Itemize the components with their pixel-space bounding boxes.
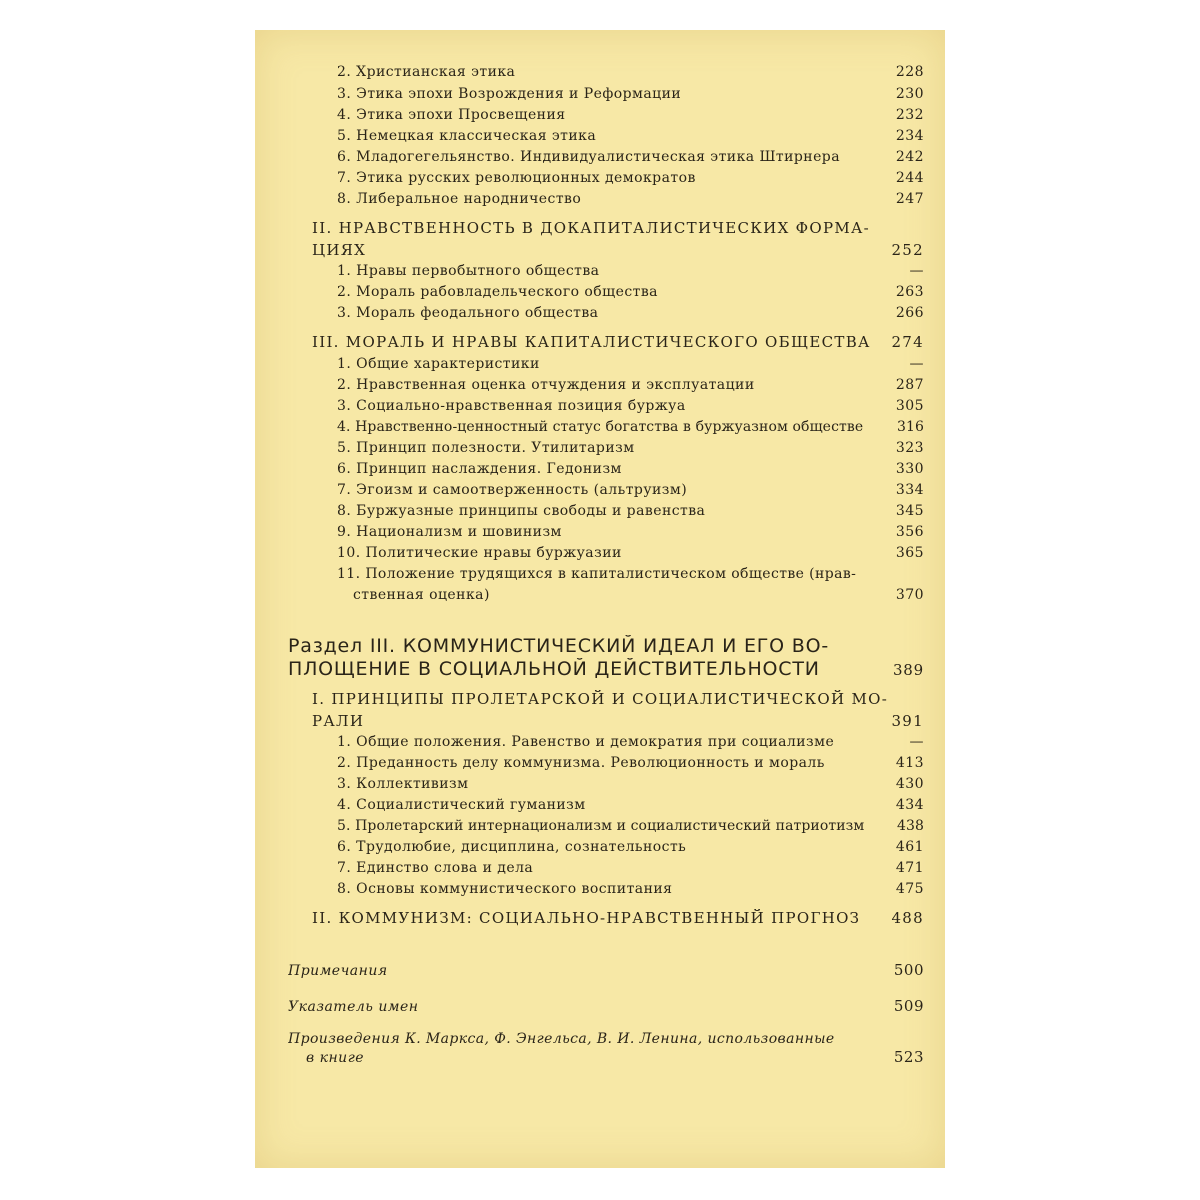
section-heading	[288, 635, 924, 657]
toc-entry	[337, 797, 924, 813]
toc-entry-title: 8. Основы коммунистического воспитания	[337, 881, 673, 897]
toc-entry	[337, 566, 924, 582]
toc-entry-title: 3. Коллективизм	[337, 776, 469, 792]
names-index-entry	[288, 997, 924, 1015]
chapter-title-line2: РАЛИ	[312, 712, 365, 730]
notes-page: 500	[893, 961, 924, 979]
toc-entry-page: 232	[895, 107, 924, 123]
toc-entry	[337, 776, 924, 792]
chapter-page: 252	[891, 241, 924, 259]
toc-entry-title-line2: ственная оценка)	[353, 587, 490, 603]
toc-entry	[337, 107, 924, 123]
toc-entry-page: 471	[895, 860, 924, 876]
toc-entry-title: 6. Принцип наслаждения. Гедонизм	[337, 461, 622, 477]
toc-entry-title: 6. Младогегельянство. Индивидуалистическая этика Штирнера	[337, 149, 841, 165]
toc-entry-title: 8. Либеральное народничество	[337, 191, 582, 207]
toc-entry-title: 7. Эгоизм и самоотверженность (альтруизм)	[337, 482, 688, 498]
chapter-title: II. КОММУНИЗМ: СОЦИАЛЬНО-НРАВСТВЕННЫЙ ПРОГНОЗ	[312, 909, 861, 927]
works-entry-cont	[306, 1048, 924, 1066]
toc-entry	[337, 191, 924, 207]
toc-entry-title: 2. Нравственная оценка отчуждения и эксплуатации	[337, 377, 755, 393]
toc-entry	[337, 734, 924, 750]
chapter-heading-cont	[312, 712, 924, 730]
works-page: 523	[893, 1048, 924, 1066]
toc-entry-title: 10. Политические нравы буржуазии	[337, 545, 622, 561]
names-index-page: 509	[893, 997, 924, 1015]
chapter-page: 274	[891, 333, 924, 351]
toc-entry	[337, 419, 924, 435]
names-index-title: Указатель имен	[288, 999, 419, 1015]
toc-entry-page: 305	[895, 398, 924, 414]
toc-entry-title: 4. Социалистический гуманизм	[337, 797, 586, 813]
toc-entry-cont	[353, 587, 924, 603]
toc-entry-title: 1. Нравы первобытного общества	[337, 263, 600, 279]
toc-entry-page: 370	[895, 587, 924, 603]
toc-entry-page: 434	[895, 797, 924, 813]
chapter-page: 391	[891, 712, 924, 730]
toc-entry-page: 234	[895, 128, 924, 144]
toc-entry-title: 6. Трудолюбие, дисциплина, сознательность	[337, 839, 687, 855]
notes-entry	[288, 961, 924, 979]
toc-entry-page: 475	[895, 881, 924, 897]
toc-entry	[337, 398, 924, 414]
chapter-title-line1: II. НРАВСТВЕННОСТЬ В ДОКАПИТАЛИСТИЧЕСКИХ ФОРМА-	[312, 219, 871, 237]
book-page	[255, 30, 945, 1168]
toc-entry	[337, 881, 924, 897]
chapter-heading	[312, 690, 924, 708]
toc-entry-page: 334	[895, 482, 924, 498]
toc-entry	[337, 263, 924, 279]
toc-entry-title: 3. Мораль феодального общества	[337, 305, 599, 321]
toc-entry-page: 263	[895, 284, 924, 300]
toc-entry-page: 413	[895, 755, 924, 771]
toc-entry	[337, 839, 924, 855]
toc-entry	[337, 482, 924, 498]
toc-entry	[337, 128, 924, 144]
toc-entry-title: 8. Буржуазные принципы свободы и равенства	[337, 503, 706, 519]
toc-entry	[337, 818, 924, 834]
toc-entry	[337, 86, 924, 102]
toc-entry	[337, 356, 924, 372]
chapter-title-line1: I. ПРИНЦИПЫ ПРОЛЕТАРСКОЙ И СОЦИАЛИСТИЧЕСКОЙ МО-	[312, 690, 889, 708]
toc-entry	[337, 170, 924, 186]
toc-entry-page: 356	[895, 524, 924, 540]
toc-entry-page: —	[909, 734, 924, 750]
toc-entry-title: 2. Христианская этика	[337, 64, 516, 80]
chapter-heading	[312, 219, 924, 237]
toc-entry-page: 438	[896, 818, 924, 834]
toc-entry-title: 2. Преданность делу коммунизма. Революционность и мораль	[337, 755, 825, 771]
toc-entry	[337, 461, 924, 477]
toc-entry	[337, 503, 924, 519]
chapter-heading	[312, 333, 924, 351]
toc-entry-page: —	[909, 263, 924, 279]
notes-title: Примечания	[288, 963, 388, 979]
toc-entry-title: 3. Этика эпохи Возрождения и Реформации	[337, 86, 682, 102]
toc-entry	[337, 440, 924, 456]
chapter-page: 488	[891, 909, 924, 927]
toc-entry	[337, 305, 924, 321]
toc-entry-page: —	[909, 356, 924, 372]
toc-entry-title: 1. Общие характеристики	[337, 356, 540, 372]
toc-entry-page: 266	[895, 305, 924, 321]
section-page: 389	[892, 661, 924, 679]
toc-entry	[337, 64, 924, 80]
section-title-line1: Раздел III. КОММУНИСТИЧЕСКИЙ ИДЕАЛ И ЕГО ВО-	[288, 635, 830, 657]
chapter-heading	[312, 909, 924, 927]
toc-entry-page: 430	[895, 776, 924, 792]
toc-entry-title: 4. Нравственно-ценностный статус богатства в буржуазном обществе	[337, 419, 864, 435]
toc-entry-page: 228	[895, 64, 924, 80]
toc-entry-title: 5. Принцип полезности. Утилитаризм	[337, 440, 635, 456]
works-entry	[288, 1031, 924, 1047]
toc-entry-page: 330	[895, 461, 924, 477]
toc-entry	[337, 284, 924, 300]
toc-entry-title: 2. Мораль рабовладельческого общества	[337, 284, 658, 300]
toc-entry	[337, 377, 924, 393]
toc-entry	[337, 860, 924, 876]
toc-entry-title: 5. Немецкая классическая этика	[337, 128, 597, 144]
toc-entry-page: 230	[895, 86, 924, 102]
chapter-heading-cont	[312, 241, 924, 259]
toc-entry-title: 5. Пролетарский интернационализм и социалистический патриотизм	[337, 818, 865, 834]
toc-entry-page: 345	[895, 503, 924, 519]
toc-entry-page: 287	[895, 377, 924, 393]
toc-entry	[337, 524, 924, 540]
toc-entry-page: 247	[895, 191, 924, 207]
toc-entry-title: 4. Этика эпохи Просвещения	[337, 107, 566, 123]
works-title-line1: Произведения К. Маркса, Ф. Энгельса, В. И. Ленина, использованные	[288, 1031, 835, 1047]
toc-entry-page: 244	[895, 170, 924, 186]
toc-entry-page: 365	[895, 545, 924, 561]
toc-entry-page: 323	[895, 440, 924, 456]
section-title-line2: ПЛОЩЕНИЕ В СОЦИАЛЬНОЙ ДЕЙСТВИТЕЛЬНОСТИ	[288, 658, 820, 680]
toc-entry	[337, 545, 924, 561]
toc-entry-title: 7. Единство слова и дела	[337, 860, 534, 876]
toc-entry-title: 3. Социально-нравственная позиция буржуа	[337, 398, 686, 414]
toc-entry	[337, 755, 924, 771]
toc-entry-title: 9. Национализм и шовинизм	[337, 524, 562, 540]
toc-entry-title: 7. Этика русских революционных демократов	[337, 170, 696, 186]
toc-entry-page: 242	[895, 149, 924, 165]
toc-entry-page: 461	[895, 839, 924, 855]
toc-entry	[337, 149, 924, 165]
chapter-title: III. МОРАЛЬ И НРАВЫ КАПИТАЛИСТИЧЕСКОГО ОБЩЕСТВА	[312, 333, 871, 351]
toc-entry-page: 316	[896, 419, 924, 435]
works-title-line2: в книге	[306, 1050, 365, 1066]
toc-entry-title-line1: 11. Положение трудящихся в капиталистическом обществе (нрав-	[337, 566, 857, 582]
toc-entry-title: 1. Общие положения. Равенство и демократия при социализме	[337, 734, 835, 750]
chapter-title-line2: ЦИЯХ	[312, 241, 367, 259]
section-heading-cont	[288, 658, 924, 680]
